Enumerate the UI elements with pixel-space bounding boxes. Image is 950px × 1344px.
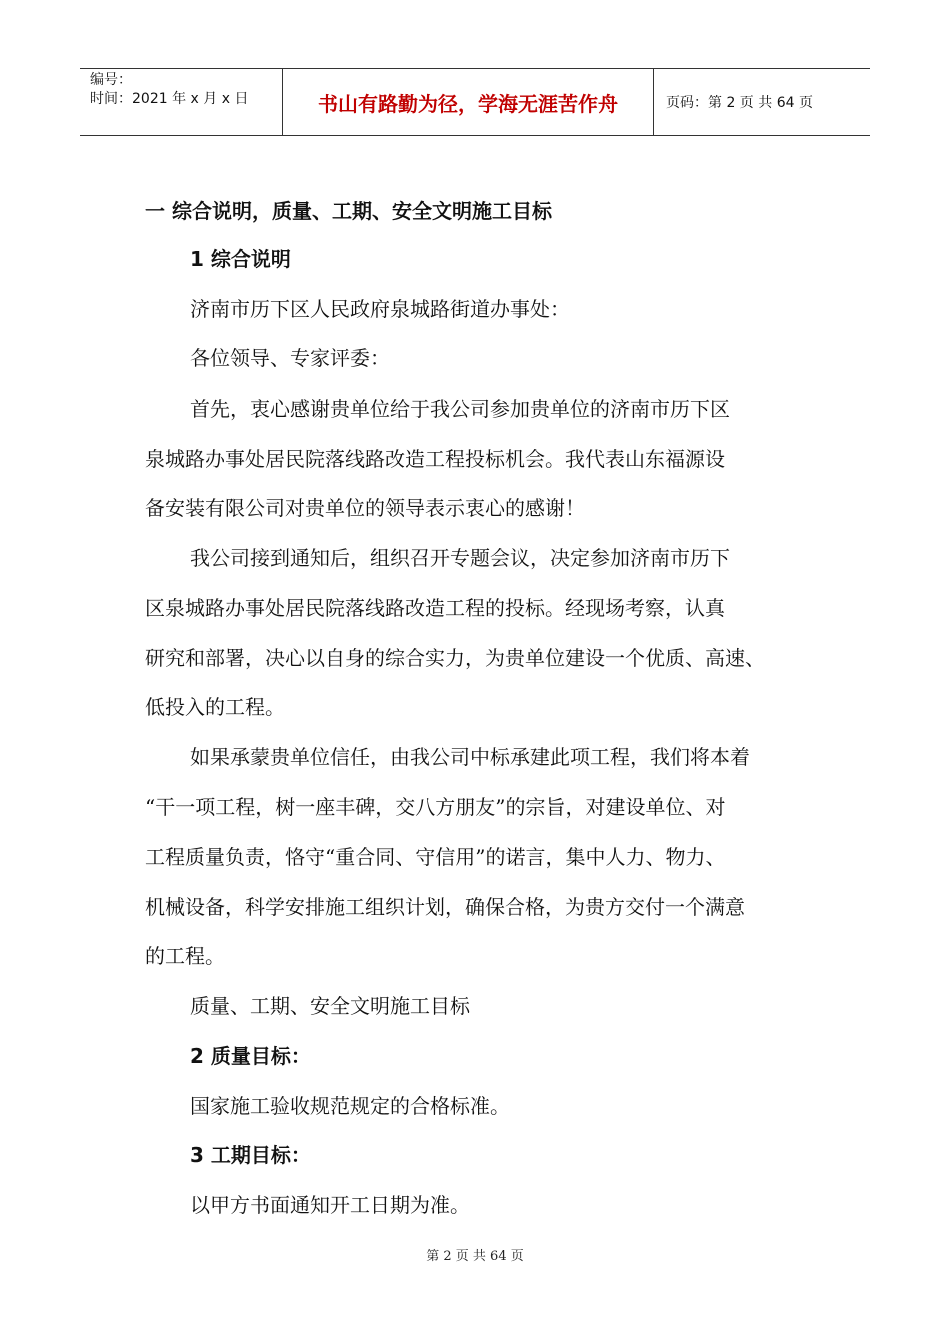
paragraph-line: “干一项工程，树一座丰碑，交八方朋友”的宗旨，对建设单位、对 xyxy=(145,795,726,819)
paragraph-line: 如果承蒙贵单位信任，由我公司中标承建此项工程，我们将本着 xyxy=(190,745,750,769)
header-motto: 书山有路勤为径，学海无涯苦作舟 xyxy=(282,69,654,135)
schedule-goal-text: 以甲方书面通知开工日期为准。 xyxy=(190,1193,470,1217)
section-title: 一 综合说明，质量、工期、安全文明施工目标 xyxy=(145,199,552,223)
paragraph-line: 首先，衷心感谢贵单位给于我公司参加贵单位的济南市历下区 xyxy=(190,397,730,421)
header-number-label: 编号： xyxy=(90,72,132,88)
subsection-title-1: 1 综合说明 xyxy=(190,247,291,271)
subsection-title-2: 2 质量目标： xyxy=(190,1044,311,1068)
header-time-label: 时间：2021 年 x 月 x 日 xyxy=(90,91,249,107)
paragraph-line: 工程质量负责，恪守“重合同、守信用”的诺言，集中人力、物力、 xyxy=(145,845,726,869)
paragraph-line: 我公司接到通知后，组织召开专题会议，决定参加济南市历下 xyxy=(190,546,730,570)
paragraph-line: 区泉城路办事处居民院落线路改造工程的投标。经现场考察，认真 xyxy=(145,596,725,620)
paragraph-line: 泉城路办事处居民院落线路改造工程投标机会。我代表山东福源设 xyxy=(145,447,725,471)
salutation-2: 各位领导、专家评委： xyxy=(190,346,390,370)
paragraph-line: 机械设备，科学安排施工组织计划，确保合格，为贵方交付一个满意 xyxy=(145,895,745,919)
paragraph-line: 研究和部署，决心以自身的综合实力，为贵单位建设一个优质、高速、 xyxy=(145,646,765,670)
subsection-title-3: 3 工期目标： xyxy=(190,1143,311,1167)
quality-goal-text: 国家施工验收规范规定的合格标准。 xyxy=(190,1094,510,1118)
header-page-info: 页码：第 2 页 共 64 页 xyxy=(666,95,813,111)
salutation-1: 济南市历下区人民政府泉城路街道办事处： xyxy=(190,297,570,321)
page-header xyxy=(80,68,870,136)
paragraph-line: 的工程。 xyxy=(145,944,225,968)
goals-heading: 质量、工期、安全文明施工目标 xyxy=(190,994,470,1018)
paragraph-line: 备安装有限公司对贵单位的领导表示衷心的感谢！ xyxy=(145,496,585,520)
header-meta xyxy=(80,69,282,135)
paragraph-line: 低投入的工程。 xyxy=(145,695,285,719)
page-footer: 第 2 页 共 64 页 xyxy=(426,1249,524,1264)
